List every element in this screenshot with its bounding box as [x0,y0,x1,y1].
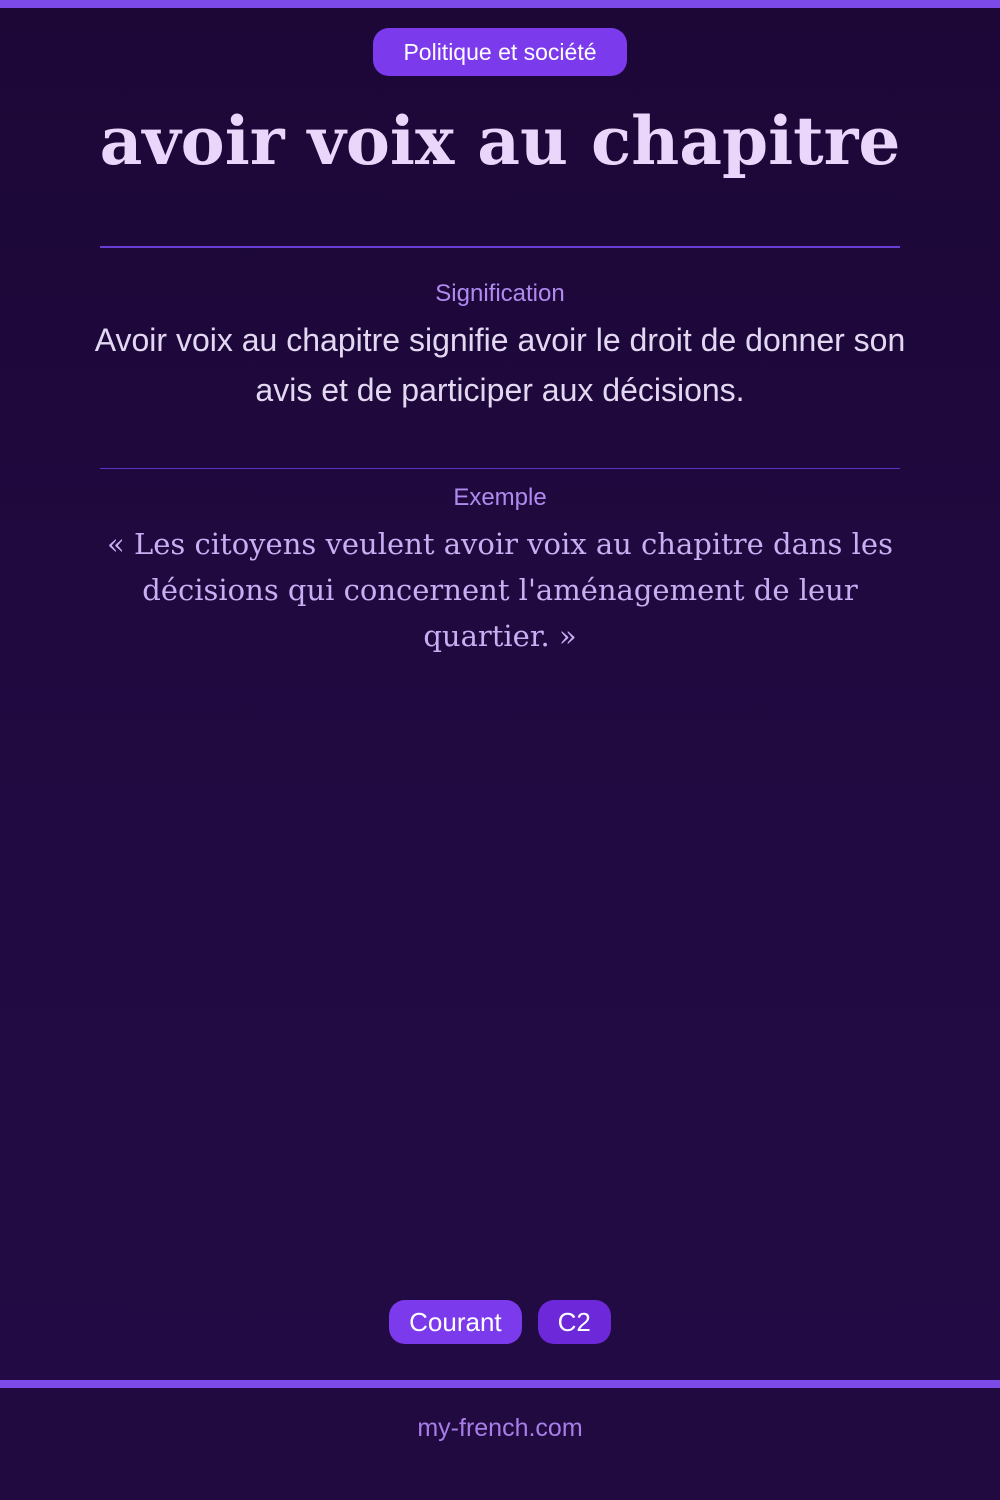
meaning-text: Avoir voix au chapitre signifie avoir le droit de donner son avis et de participer aux décisions. [94,322,906,408]
footer [0,1388,1000,1500]
example-text: « Les citoyens veulent avoir voix au chapitre dans les décisions qui concernent l'aménagement de leur quartier. » [107,527,893,653]
tag-list [0,1300,1000,1344]
register-tag[interactable]: Courant [389,1300,522,1344]
divider [100,468,900,469]
footer-site-link[interactable]: my-french.com [417,1414,583,1442]
top-accent-bar [0,0,1000,8]
category-badge[interactable]: Politique et société [373,28,627,76]
example-label: Exemple [453,484,547,511]
level-tag[interactable]: C2 [538,1300,611,1344]
expression-title: avoir voix au chapitre [99,102,901,180]
bottom-accent-bar [0,1380,1000,1388]
divider [100,246,900,248]
meaning-label: Signification [435,280,565,307]
